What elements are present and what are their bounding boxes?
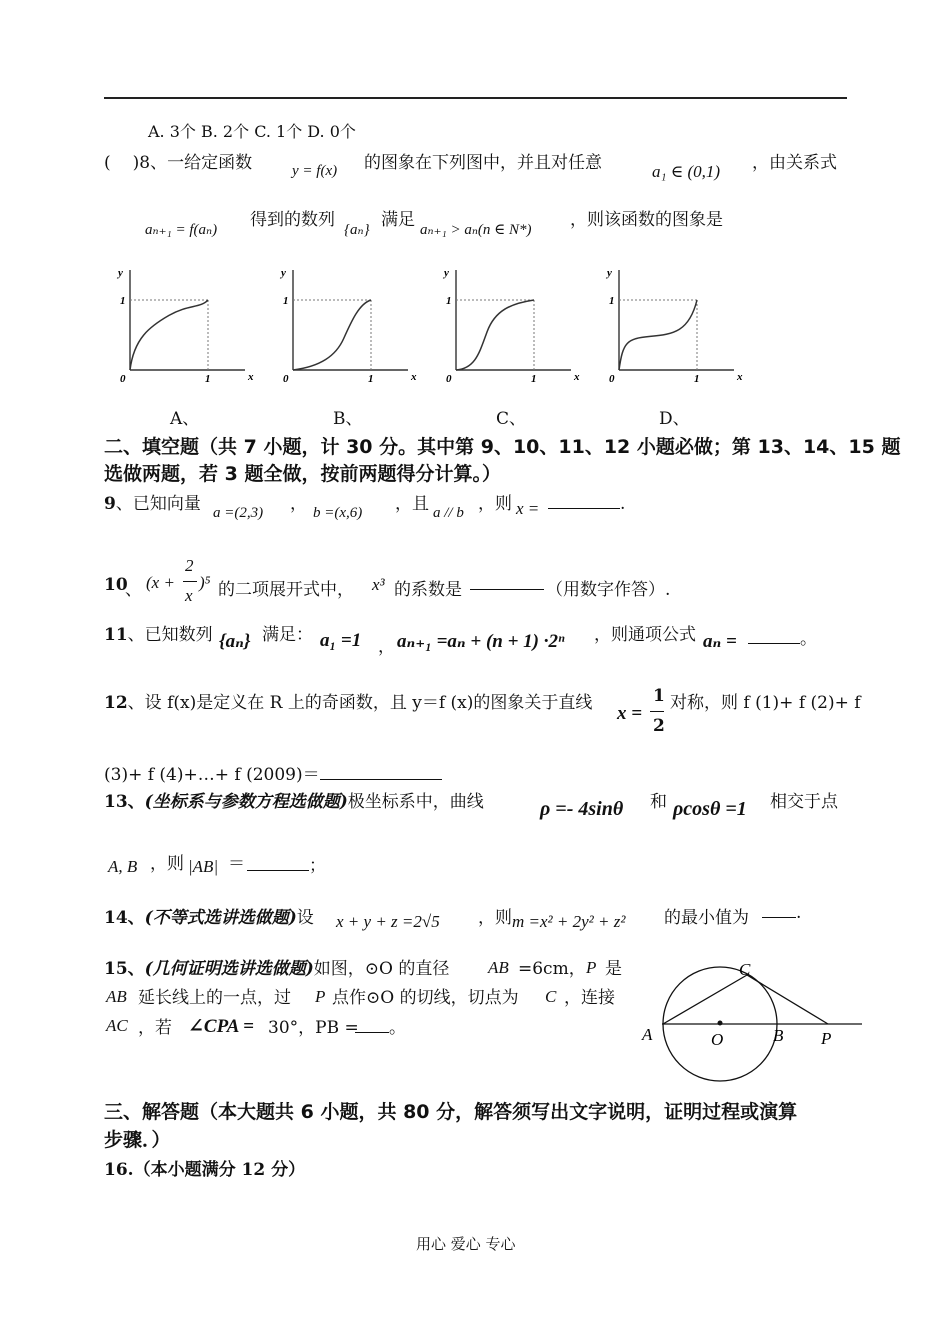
q12-line1 bbox=[104, 688, 592, 713]
origin-label: 0 bbox=[283, 373, 289, 385]
q8-line1 bbox=[104, 148, 252, 173]
q11-text2: 满足： bbox=[262, 625, 313, 645]
q14-end: . bbox=[796, 903, 802, 923]
q10-text3: （用数字作答）. bbox=[546, 580, 671, 600]
q15-l3c: 30°，PB = bbox=[268, 1018, 359, 1038]
q15-l2f: ，连接 bbox=[564, 988, 615, 1008]
q10-frac-num: 2 bbox=[185, 556, 194, 575]
q15-l2c: P bbox=[315, 987, 326, 1006]
q10-text1: 的二项展开式中， bbox=[218, 580, 354, 600]
q11-text1: 、已知数列 bbox=[127, 625, 213, 645]
q9-text2: ，且 bbox=[395, 494, 429, 514]
q9-text3: ，则 bbox=[478, 494, 512, 514]
q13-text1: 极坐标系中，曲线 bbox=[347, 792, 484, 812]
q13-line1 bbox=[104, 787, 484, 812]
function-curve bbox=[619, 300, 697, 370]
q11-number: 11 bbox=[104, 625, 128, 645]
q12-text2: 对称，则 f (1)+ f (2)+ f bbox=[670, 693, 861, 713]
q10-frac-den: x bbox=[185, 586, 193, 605]
q16-heading: 16.（本小题满分 12 分） bbox=[104, 1160, 306, 1180]
q14-text2: ，则 bbox=[478, 908, 512, 928]
q10-expr-post: )⁵ bbox=[199, 573, 211, 592]
q9-var: x = bbox=[516, 499, 540, 518]
q14-text3: 的最小值为 bbox=[664, 908, 749, 928]
q14-tag: (不等式选讲选做题) bbox=[144, 908, 297, 928]
q13-eq2: ρcosθ =1 bbox=[673, 798, 747, 820]
q8-cond: a₁ ∈ (0,1) bbox=[652, 162, 721, 181]
q8-tail: ，由关系式 bbox=[752, 153, 837, 173]
q8-seq: {aₙ} bbox=[344, 222, 370, 238]
q8-satisfy: 满足 bbox=[381, 210, 415, 230]
q14-number: 14 bbox=[104, 908, 128, 928]
y-tick-one: 1 bbox=[609, 295, 615, 307]
q9-line bbox=[104, 489, 201, 514]
q11-answer-blank[interactable] bbox=[748, 624, 817, 649]
y-tick-one: 1 bbox=[446, 295, 452, 307]
page-footer: 用心 爱心 专心 bbox=[416, 1235, 516, 1253]
q15-end: 。 bbox=[389, 1018, 406, 1038]
section3-heading-line1: 三、解答题（本大题共 6 小题，共 80 分，解答须写出文字说明，证明过程或演算 bbox=[104, 1101, 798, 1123]
q15-l3b: ，若 bbox=[138, 1018, 172, 1038]
q11-init: a₁ =1 bbox=[320, 630, 362, 651]
x-axis-label: x bbox=[248, 371, 254, 383]
q15-l1a: 如图，⊙O 的直径 bbox=[313, 959, 450, 979]
q8-lead: 8、一给定函数 bbox=[139, 153, 253, 173]
q12-frac-den: 2 bbox=[653, 716, 665, 736]
q13-eq1: ρ =- 4sinθ bbox=[540, 798, 624, 820]
y-tick-one: 1 bbox=[283, 295, 289, 307]
q15-number: 15 bbox=[104, 959, 128, 979]
q8-mid: 的图象在下列图中，并且对任意 bbox=[364, 153, 602, 173]
y-tick-one: 1 bbox=[120, 295, 126, 307]
q8-got: 得到的数列 bbox=[250, 210, 335, 230]
q11-ans: aₙ = bbox=[703, 631, 737, 652]
q14-text1: 设 bbox=[296, 908, 314, 928]
function-curve bbox=[130, 300, 208, 370]
q8-label-a: A、 bbox=[170, 409, 200, 429]
point-o-label: O bbox=[711, 1030, 724, 1049]
q8-rel: aₙ₊₁ = f(aₙ) bbox=[145, 222, 218, 238]
tangent-cp bbox=[747, 975, 828, 1024]
q13-text2: 相交于点 bbox=[770, 792, 838, 812]
q9-end: . bbox=[620, 494, 626, 514]
q15-l2d: 点作⊙O 的切线，切点为 bbox=[332, 988, 519, 1008]
center-dot bbox=[718, 1021, 723, 1026]
q14-expr: m =x² + 2y² + z² bbox=[512, 912, 626, 931]
q14-line bbox=[104, 903, 314, 928]
q12-frac-num: 1 bbox=[653, 686, 665, 706]
q15-l2e: C bbox=[545, 987, 557, 1006]
q10-text2: 的系数是 bbox=[394, 580, 462, 600]
x-tick-one: 1 bbox=[531, 373, 537, 385]
section3-heading-line2: 步骤．） bbox=[104, 1129, 171, 1151]
q13-abs: |AB| bbox=[188, 857, 219, 876]
q14-sep: 、 bbox=[127, 908, 145, 928]
q9-number: 9 bbox=[104, 494, 116, 514]
point-a-label: A bbox=[642, 1025, 653, 1044]
q13-and: 和 bbox=[650, 792, 667, 812]
x-tick-one: 1 bbox=[694, 373, 700, 385]
q15-sep: 、 bbox=[127, 959, 145, 979]
q8-label-c: C、 bbox=[496, 409, 527, 429]
q10-term: x³ bbox=[372, 575, 385, 594]
q7-options: A. 3个 B. 2个 C. 1个 D. 0个 bbox=[148, 122, 356, 141]
origin-label: 0 bbox=[609, 373, 615, 385]
q10-sep: 、 bbox=[125, 580, 142, 600]
x-axis-label: x bbox=[574, 371, 580, 383]
y-axis-label: y bbox=[607, 267, 612, 279]
q10-expr-pre: (x + bbox=[146, 573, 175, 592]
q9-parallel: a // b bbox=[433, 505, 464, 521]
point-b-label: B bbox=[773, 1026, 784, 1045]
function-curve bbox=[293, 300, 371, 370]
origin-label: 0 bbox=[446, 373, 452, 385]
q10-answer-blank[interactable] bbox=[470, 575, 544, 595]
q9-comma: ， bbox=[290, 494, 307, 514]
graph-c bbox=[442, 267, 580, 385]
q12-text1: 、设 f(x)是定义在 R 上的奇函数，且 y＝f (x)的图象关于直线 bbox=[127, 693, 593, 713]
q8-label-b: B、 bbox=[333, 409, 363, 429]
q9-vec-a: a =(2,3) bbox=[213, 505, 264, 521]
graph-d bbox=[605, 267, 743, 385]
q11-seq: {aₙ} bbox=[219, 631, 251, 652]
origin-label: 0 bbox=[120, 373, 126, 385]
q14-cond: x + y + z =2√5 bbox=[336, 912, 440, 931]
q8-label-d: D、 bbox=[659, 409, 690, 429]
q15-line1 bbox=[104, 954, 449, 979]
y-axis-label: y bbox=[118, 267, 123, 279]
q15-p: P bbox=[586, 958, 597, 977]
x-axis-label: x bbox=[737, 371, 743, 383]
x-tick-one: 1 bbox=[368, 373, 374, 385]
q15-angle: ∠CPA = bbox=[188, 1016, 254, 1037]
q12-number: 12 bbox=[104, 693, 128, 713]
q13-pts: A, B bbox=[108, 857, 138, 876]
function-curve bbox=[456, 300, 534, 370]
q13-tag: (坐标系与参数方程选做题) bbox=[144, 792, 348, 812]
q11-rec: aₙ₊₁ =aₙ + (n + 1) ·2ⁿ bbox=[397, 631, 565, 652]
q15-figure bbox=[636, 955, 866, 1085]
q8-ineq: aₙ₊₁ > aₙ(n ∈ N*) bbox=[420, 222, 532, 238]
graph-a bbox=[116, 267, 254, 385]
q8-graphs bbox=[112, 262, 752, 387]
point-c-label: C bbox=[739, 960, 751, 979]
q15-l1c: 是 bbox=[605, 959, 622, 979]
q8-func: y = f(x) bbox=[292, 163, 338, 179]
q15-ab: AB bbox=[488, 958, 509, 977]
q10-number: 10 bbox=[104, 575, 128, 595]
section2-heading-line1: 二、填空题（共 7 小题，计 30 分。其中第 9、10、11、12 小题必做；第 13、14、15 题 bbox=[104, 436, 901, 458]
q11-comma: ， bbox=[378, 637, 395, 657]
q11-end: 。 bbox=[800, 629, 817, 649]
q13-end: ； bbox=[309, 856, 326, 876]
top-rule bbox=[104, 97, 847, 99]
point-p-label: P bbox=[821, 1029, 832, 1048]
q9-text1: 、已知向量 bbox=[115, 494, 201, 514]
q15-l2a: AB bbox=[106, 987, 127, 1006]
section2-heading-line2: 选做两题，若 3 题全做，按前两题得分计算。） bbox=[104, 463, 501, 485]
y-axis-label: y bbox=[281, 267, 286, 279]
q9-answer-blank[interactable] bbox=[548, 494, 625, 514]
q15-tag: (几何证明选讲选做题) bbox=[144, 959, 314, 979]
segment-ac bbox=[663, 975, 747, 1024]
q9-vec-b: b =(x,6) bbox=[313, 505, 363, 521]
q15-l3a: AC bbox=[106, 1016, 128, 1035]
q12-line2 bbox=[104, 760, 442, 785]
q15-l1b: =6cm， bbox=[518, 959, 586, 979]
q14-answer-blank[interactable] bbox=[762, 903, 801, 923]
q13-answer-blank[interactable] bbox=[247, 851, 326, 876]
q15-l2b: 延长线上的一点，过 bbox=[138, 988, 291, 1008]
q12-line2-text: (3)+ f (4)+…+ f (2009)＝ bbox=[104, 765, 320, 785]
q11-text3: ，则通项公式 bbox=[594, 625, 696, 645]
q12-answer-blank[interactable] bbox=[320, 765, 442, 780]
q8-ask: ，则该函数的图象是 bbox=[570, 210, 723, 230]
q12-xeq: x = bbox=[617, 703, 643, 724]
q13-text4: ＝ bbox=[228, 854, 245, 874]
q15-answer-blank[interactable] bbox=[355, 1013, 406, 1038]
y-axis-label: y bbox=[444, 267, 449, 279]
x-tick-one: 1 bbox=[205, 373, 211, 385]
q13-sep: 、 bbox=[127, 792, 145, 812]
q12-frac-bar bbox=[650, 711, 664, 712]
q10-frac-bar bbox=[183, 581, 197, 582]
q11-lead bbox=[104, 620, 213, 645]
answer-paren-open: ( bbox=[104, 153, 111, 173]
answer-paren-close: ) bbox=[132, 153, 140, 173]
q13-text3: ，则 bbox=[150, 854, 184, 874]
graph-b bbox=[279, 267, 417, 385]
x-axis-label: x bbox=[411, 371, 417, 383]
q13-number: 13 bbox=[104, 792, 128, 812]
